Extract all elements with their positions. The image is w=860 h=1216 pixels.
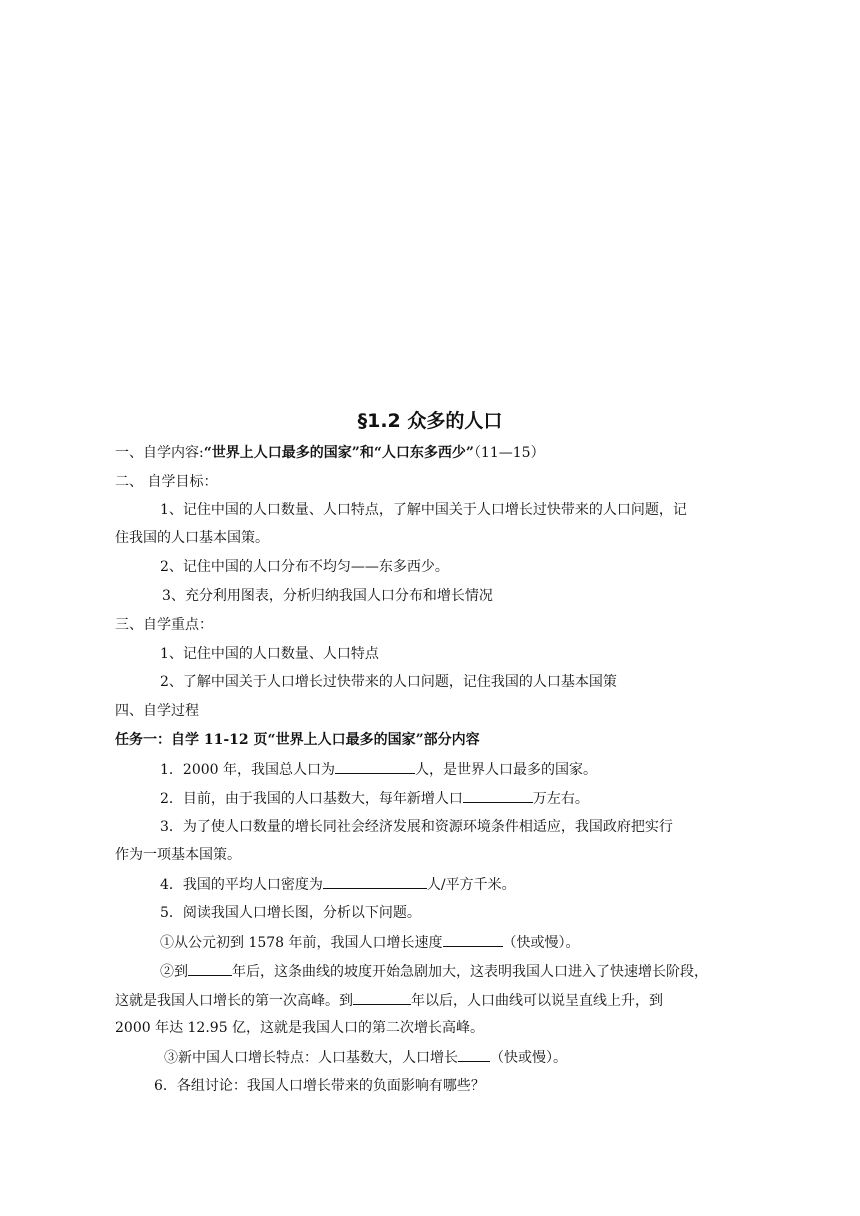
- question-1: [160, 759, 780, 780]
- question-4-text-end: 人/平方千米。: [426, 877, 516, 893]
- question-2-text-end: 万左右。: [532, 791, 589, 807]
- question-5-2-text: ②到: [160, 964, 188, 980]
- question-5-3-text: ③新中国人口增长特点：人口基数大，人口增长: [164, 1050, 458, 1066]
- key-point-1: 1、记住中国的人口数量、人口特点: [160, 646, 379, 662]
- question-5-2b-text-end: 年以后，人口曲线可以说呈直线上升，到: [411, 993, 663, 1009]
- goal-1-line-a: 1、记住中国的人口数量、人口特点，了解中国关于人口增长过快带来的人口问题，记: [160, 502, 687, 518]
- question-5-2-line-c: 2000 年达 12.95 亿，这就是我国人口的第二次增长高峰。: [115, 1020, 485, 1036]
- question-5-3-text-end: （快或慢）。: [490, 1050, 567, 1066]
- answer-blank[interactable]: [353, 990, 411, 1005]
- goal-2: 2、记住中国的人口分布不均匀——东多西少。: [160, 559, 449, 575]
- answer-blank[interactable]: [443, 932, 503, 947]
- section-heading-process: 四、自学过程: [115, 703, 199, 719]
- question-5-3: [164, 1047, 784, 1068]
- key-point-2: 2、了解中国关于人口增长过快带来的人口问题，记住我国的人口基本国策: [160, 674, 617, 690]
- question-2-text: 2．目前，由于我国的人口基数大，每年新增人口: [160, 791, 463, 807]
- answer-blank[interactable]: [188, 961, 232, 976]
- question-5: 5．阅读我国人口增长图，分析以下问题。: [160, 905, 421, 921]
- goal-3: 3、充分利用图表，分析归纳我国人口分布和增长情况: [162, 588, 493, 604]
- question-5-1-text-end: （快或慢）。: [502, 935, 580, 951]
- question-5-2b-text: 这就是我国人口增长的第一次高峰。到: [115, 993, 353, 1009]
- answer-blank[interactable]: [463, 788, 533, 803]
- question-4: [160, 874, 780, 895]
- question-3-line-a: 3．为了使人口数量的增长同社会经济发展和资源环境条件相适应，我国政府把实行: [160, 819, 673, 835]
- study-content-topics: “世界上人口最多的国家”和“人口东多西少”: [203, 445, 474, 461]
- question-4-text: 4．我国的平均人口密度为: [160, 877, 323, 893]
- study-content-pages: （11—15）: [473, 445, 545, 461]
- task-1-heading: 任务一：自学 11-12 页“世界上人口最多的国家”部分内容: [115, 732, 480, 748]
- study-content-line: [115, 443, 735, 463]
- question-1-text: 1．2000 年，我国总人口为: [160, 762, 335, 778]
- question-2: [160, 788, 780, 809]
- question-6: 6．各组讨论：我国人口增长带来的负面影响有哪些？: [154, 1078, 485, 1094]
- question-5-2-line-a: [160, 961, 780, 982]
- question-5-2-line-b: [115, 990, 735, 1011]
- answer-blank[interactable]: [458, 1047, 490, 1062]
- question-5-2-text-end: 年后，这条曲线的坡度开始急剧加大，这表明我国人口进入了快速增长阶段，: [232, 964, 708, 980]
- study-content-label: 一、自学内容:: [115, 445, 204, 461]
- section-heading-goals: 二、 自学目标：: [115, 474, 218, 490]
- question-3-line-b: 作为一项基本国策。: [115, 847, 241, 863]
- answer-blank[interactable]: [335, 759, 415, 774]
- section-heading-key-points: 三、自学重点：: [115, 617, 213, 633]
- answer-blank[interactable]: [323, 874, 427, 889]
- goal-1-line-b: 住我国的人口基本国策。: [115, 530, 269, 546]
- question-5-1: [160, 932, 780, 953]
- question-5-1-text: ①从公元初到 1578 年前，我国人口增长速度: [160, 935, 443, 951]
- question-1-text-end: 人，是世界人口最多的国家。: [415, 762, 597, 778]
- page-title: §1.2 众多的人口: [357, 410, 503, 432]
